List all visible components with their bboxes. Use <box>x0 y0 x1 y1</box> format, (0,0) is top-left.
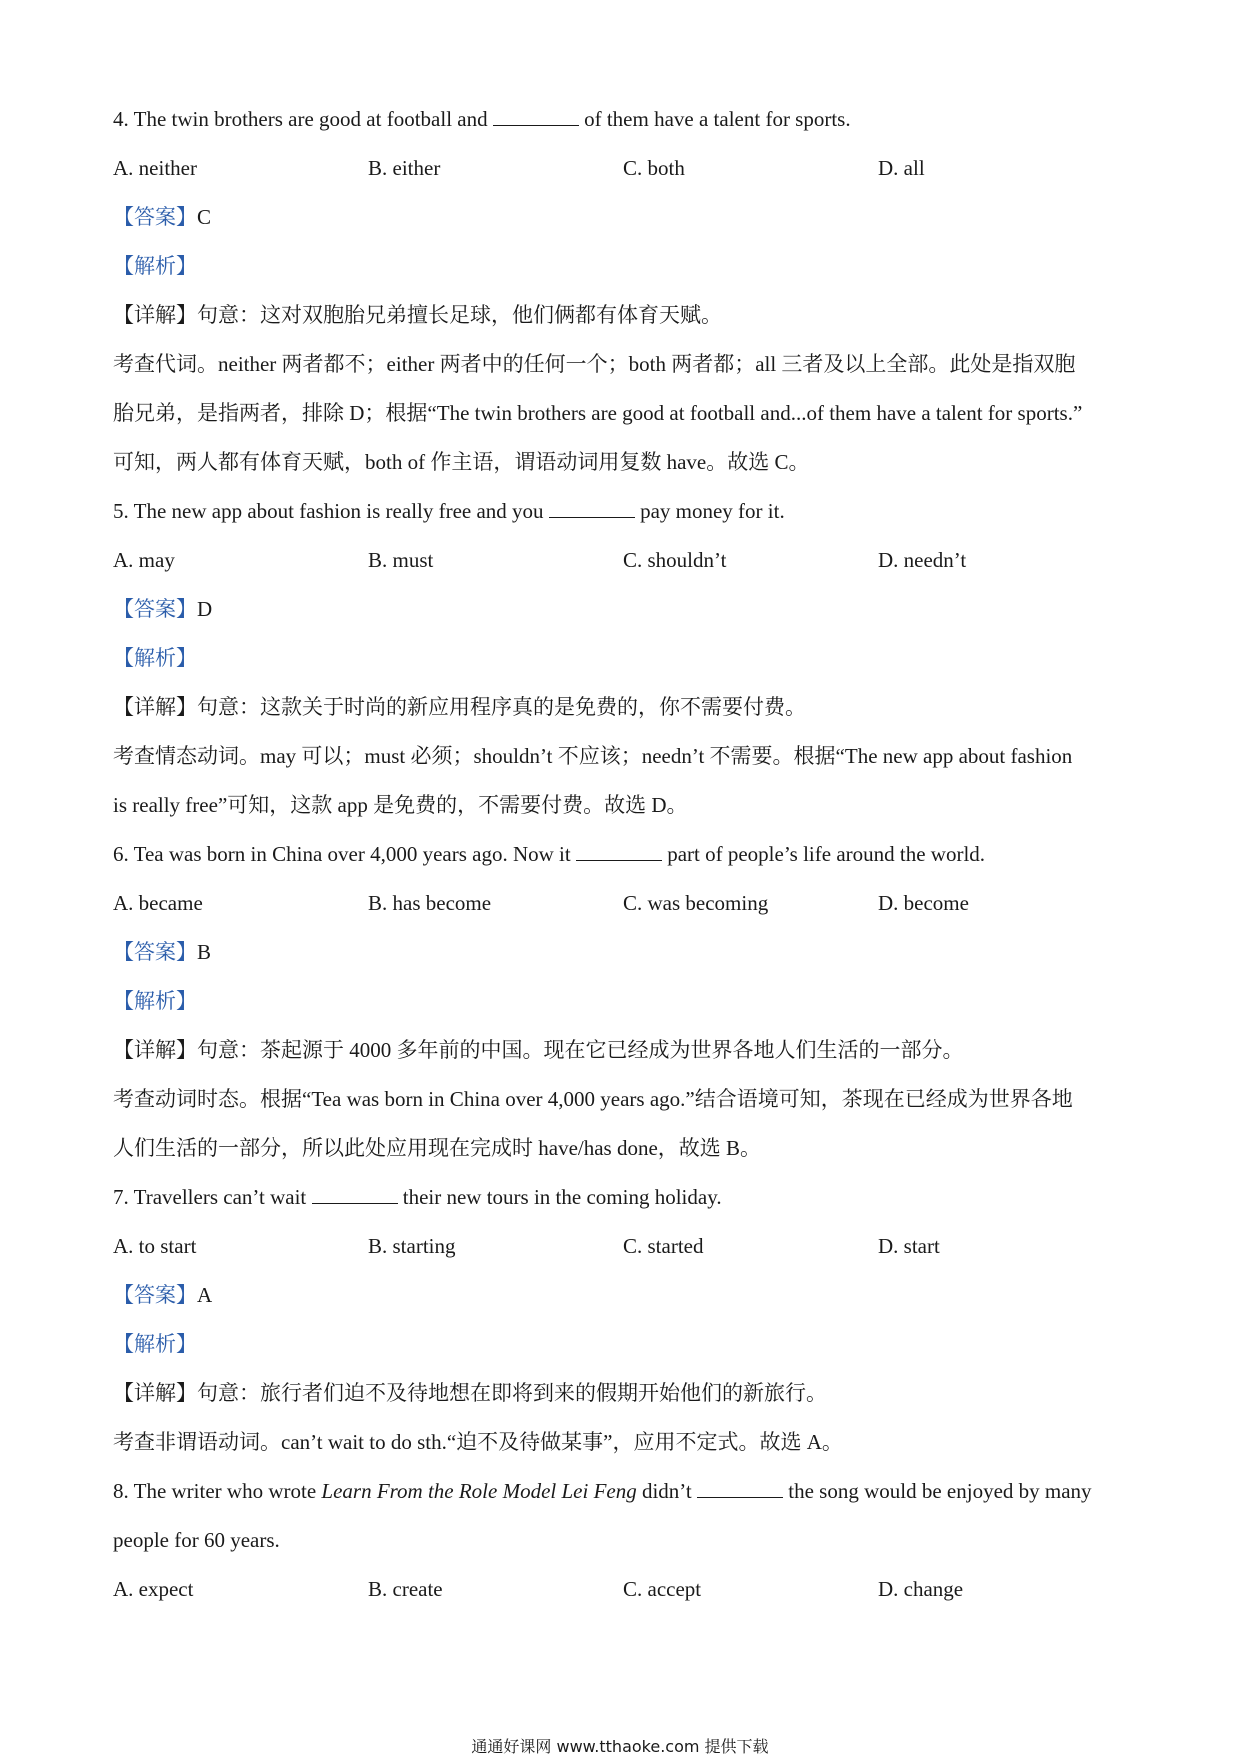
option-a: A. expect <box>113 1577 194 1601</box>
detail-line <box>113 1369 1133 1418</box>
question-stem <box>113 830 1133 879</box>
stem-text: of them have a talent for sports. <box>578 107 851 131</box>
detail-line: 考查代词。neither 两者都不；either 两者中的任何一个；both 两者都；all 三者及以上全部。此处是指双胞 <box>113 352 1076 376</box>
answer-value: A <box>197 1283 213 1307</box>
question-stem <box>113 487 1133 536</box>
option-c: C. started <box>623 1234 704 1258</box>
question-stem-continued: people for 60 years. <box>113 1528 280 1552</box>
answer-value: D <box>197 597 213 621</box>
analysis-line <box>113 242 1133 291</box>
option-row <box>113 1222 1133 1271</box>
answer-blank <box>697 1478 783 1498</box>
answer-line <box>113 193 1133 242</box>
song-title: Learn From the Role Model Lei Feng <box>321 1479 637 1503</box>
stem-text: 5. The new app about fashion is really free and you <box>113 499 549 523</box>
analysis-line <box>113 1320 1133 1369</box>
answer-tag: 【答案】 <box>113 205 197 229</box>
option-c: C. accept <box>623 1577 702 1601</box>
question-stem <box>113 95 1133 144</box>
stem-text: 7. Travellers can’t wait <box>113 1185 312 1209</box>
option-d: D. start <box>878 1234 940 1258</box>
answer-tag: 【答案】 <box>113 1283 197 1307</box>
answer-blank <box>576 841 662 861</box>
option-d: D. become <box>878 891 969 915</box>
detail-line <box>113 1026 1133 1075</box>
detail-line <box>113 291 1133 340</box>
option-row <box>113 879 1133 928</box>
stem-text: 6. Tea was born in China over 4,000 years ago. Now it <box>113 842 576 866</box>
option-a: A. to start <box>113 1234 197 1258</box>
detail-line: 胎兄弟，是指两者，排除 D；根据“The twin brothers are good at football and...of them have a talent for sports.” <box>113 401 1083 425</box>
stem-text: part of people’s life around the world. <box>661 842 986 866</box>
option-c: C. shouldn’t <box>623 548 727 572</box>
option-row <box>113 144 1133 193</box>
question-stem <box>113 1467 1133 1516</box>
analysis-line <box>113 634 1133 683</box>
detail-text: 句意：茶起源于 4000 多年前的中国。现在它已经成为世界各地人们生活的一部分。 <box>197 1038 964 1062</box>
detail-tag: 【详解】 <box>113 1381 197 1405</box>
option-row <box>113 1565 1133 1614</box>
detail-line <box>113 683 1133 732</box>
analysis-tag: 【解析】 <box>113 646 197 670</box>
analysis-tag: 【解析】 <box>113 1332 197 1356</box>
option-d: D. all <box>878 156 925 180</box>
detail-tag: 【详解】 <box>113 695 197 719</box>
answer-line <box>113 928 1133 977</box>
stem-text: didn’t <box>636 1479 698 1503</box>
detail-line: 考查非谓语动词。can’t wait to do sth.“迫不及待做某事”，应用不定式。故选 A。 <box>113 1430 843 1454</box>
option-b: B. starting <box>368 1234 456 1258</box>
option-b: B. either <box>368 156 441 180</box>
detail-line: 可知，两人都有体育天赋，both of 作主语，谓语动词用复数 have。故选 C。 <box>113 450 810 474</box>
option-b: B. has become <box>368 891 492 915</box>
option-b: B. create <box>368 1577 443 1601</box>
stem-text: their new tours in the coming holiday. <box>397 1185 722 1209</box>
detail-text: 句意：旅行者们迫不及待地想在即将到来的假期开始他们的新旅行。 <box>197 1381 827 1405</box>
detail-text: 句意：这对双胞胎兄弟擅长足球，他们俩都有体育天赋。 <box>197 303 722 327</box>
option-row <box>113 536 1133 585</box>
option-c: C. both <box>623 156 685 180</box>
answer-blank <box>312 1184 398 1204</box>
option-a: A. became <box>113 891 203 915</box>
detail-tag: 【详解】 <box>113 303 197 327</box>
detail-tag: 【详解】 <box>113 1038 197 1062</box>
option-c: C. was becoming <box>623 891 769 915</box>
detail-line: 考查情态动词。may 可以；must 必须；shouldn’t 不应该；needn’t 不需要。根据“The new app about fashion <box>113 744 1073 768</box>
answer-line <box>113 1271 1133 1320</box>
answer-blank <box>549 498 635 518</box>
answer-value: B <box>197 940 212 964</box>
answer-tag: 【答案】 <box>113 597 197 621</box>
stem-text: 4. The twin brothers are good at football and <box>113 107 493 131</box>
stem-text: the song would be enjoyed by many <box>783 1479 1092 1503</box>
analysis-tag: 【解析】 <box>113 989 197 1013</box>
analysis-line <box>113 977 1133 1026</box>
page-footer: 通通好课网 www.tthaoke.com 提供下载 <box>471 1737 769 1756</box>
answer-line <box>113 585 1133 634</box>
answer-value: C <box>197 205 212 229</box>
question-stem <box>113 1173 1133 1222</box>
detail-line: is really free”可知，这款 app 是免费的，不需要付费。故选 D。 <box>113 793 688 817</box>
option-a: A. may <box>113 548 175 572</box>
analysis-tag: 【解析】 <box>113 254 197 278</box>
stem-text: pay money for it. <box>634 499 785 523</box>
answer-blank <box>493 106 579 126</box>
option-d: D. needn’t <box>878 548 967 572</box>
answer-tag: 【答案】 <box>113 940 197 964</box>
stem-text: 8. The writer who wrote <box>113 1479 322 1503</box>
detail-line: 人们生活的一部分，所以此处应用现在完成时 have/has done，故选 B。 <box>113 1136 762 1160</box>
question-list <box>113 95 1133 1614</box>
detail-text: 句意：这款关于时尚的新应用程序真的是免费的，你不需要付费。 <box>197 695 806 719</box>
option-d: D. change <box>878 1577 964 1601</box>
detail-line: 考查动词时态。根据“Tea was born in China over 4,000 years ago.”结合语境可知，茶现在已经成为世界各地 <box>113 1087 1073 1111</box>
option-b: B. must <box>368 548 434 572</box>
option-a: A. neither <box>113 156 197 180</box>
